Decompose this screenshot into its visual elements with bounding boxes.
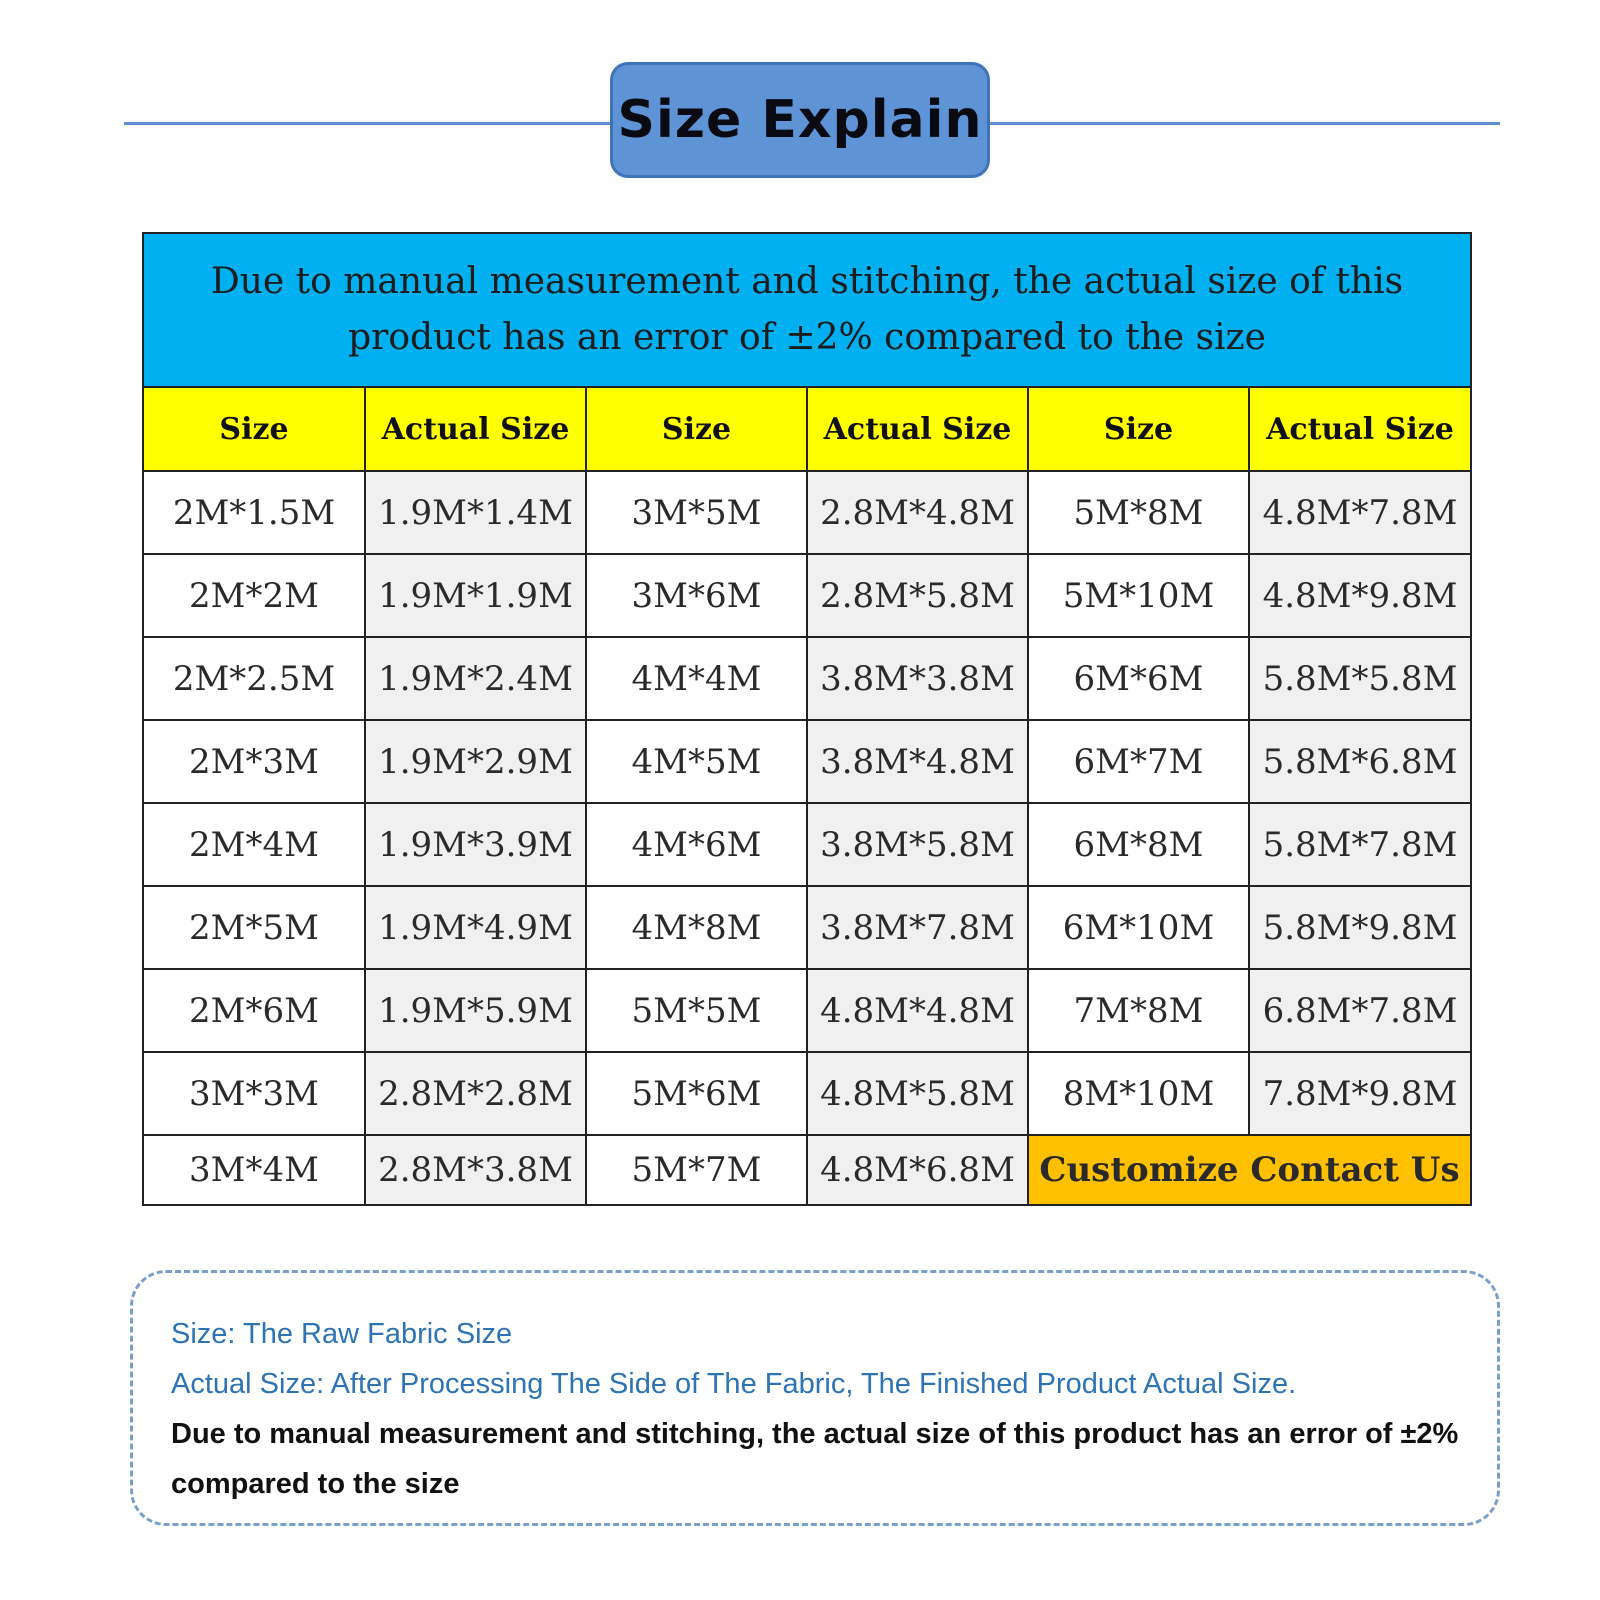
actual-size-cell: 1.9M*4.9M (365, 886, 586, 969)
actual-size-cell: 4.8M*4.8M (807, 969, 1028, 1052)
table-row (144, 637, 1470, 720)
actual-size-cell: 1.9M*5.9M (365, 969, 586, 1052)
actual-size-cell: 2.8M*5.8M (807, 554, 1028, 637)
size-cell: 8M*10M (1028, 1052, 1249, 1135)
size-cell: 3M*5M (586, 471, 807, 554)
actual-size-cell: 5.8M*9.8M (1249, 886, 1470, 969)
size-definition: Size: The Raw Fabric Size (171, 1318, 513, 1350)
header-row (144, 388, 1470, 471)
header-size: Size (144, 388, 365, 471)
size-cell: 4M*8M (586, 886, 807, 969)
size-cell: 5M*7M (586, 1135, 807, 1204)
actual-size-cell: 1.9M*2.4M (365, 637, 586, 720)
measurement-note: Due to manual measurement and stitching, the actual size of this product has an error of ±2% compared to the size (144, 234, 1470, 388)
table-row (144, 1135, 1470, 1204)
size-legend (130, 1270, 1500, 1526)
title-rule-right (990, 122, 1500, 125)
actual-size-cell: 2.8M*4.8M (807, 471, 1028, 554)
actual-size-cell: 2.8M*3.8M (365, 1135, 586, 1204)
actual-size-cell: 3.8M*4.8M (807, 720, 1028, 803)
header-actual-size: Actual Size (1249, 388, 1470, 471)
actual-size-cell: 4.8M*9.8M (1249, 554, 1470, 637)
actual-size-cell: 3.8M*7.8M (807, 886, 1028, 969)
title-banner (610, 62, 990, 178)
header-size: Size (586, 388, 807, 471)
actual-size-cell: 6.8M*7.8M (1249, 969, 1470, 1052)
size-cell: 2M*2M (144, 554, 365, 637)
actual-size-cell: 3.8M*3.8M (807, 637, 1028, 720)
actual-size-cell: 5.8M*5.8M (1249, 637, 1470, 720)
actual-size-cell: 4.8M*6.8M (807, 1135, 1028, 1204)
size-cell: 5M*8M (1028, 471, 1249, 554)
size-chart (142, 232, 1472, 1206)
table-row (144, 886, 1470, 969)
actual-size-cell: 4.8M*5.8M (807, 1052, 1028, 1135)
size-cell: 7M*8M (1028, 969, 1249, 1052)
actual-size-cell: 1.9M*2.9M (365, 720, 586, 803)
table-row (144, 803, 1470, 886)
size-cell: 6M*8M (1028, 803, 1249, 886)
size-cell: 3M*4M (144, 1135, 365, 1204)
table-row (144, 471, 1470, 554)
size-cell: 4M*6M (586, 803, 807, 886)
header-actual-size: Actual Size (807, 388, 1028, 471)
actual-size-cell: 1.9M*1.4M (365, 471, 586, 554)
table-row (144, 554, 1470, 637)
size-cell: 2M*5M (144, 886, 365, 969)
table-row (144, 1052, 1470, 1135)
size-cell: 2M*6M (144, 969, 365, 1052)
size-cell: 5M*5M (586, 969, 807, 1052)
size-cell: 4M*5M (586, 720, 807, 803)
table-row (144, 969, 1470, 1052)
header-size: Size (1028, 388, 1249, 471)
size-table (144, 388, 1470, 1204)
size-cell: 5M*10M (1028, 554, 1249, 637)
size-cell: 2M*1.5M (144, 471, 365, 554)
actual-size-cell: 4.8M*7.8M (1249, 471, 1470, 554)
size-cell: 2M*3M (144, 720, 365, 803)
page-title: Size Explain (617, 90, 983, 150)
size-cell: 4M*4M (586, 637, 807, 720)
error-note: Due to manual measurement and stitching, the actual size of this product has an error of ±2% compared to the size (171, 1418, 1459, 1500)
title-rule-left (124, 122, 610, 125)
actual-size-cell: 5.8M*6.8M (1249, 720, 1470, 803)
actual-size-cell: 3.8M*5.8M (807, 803, 1028, 886)
size-cell: 3M*3M (144, 1052, 365, 1135)
actual-size-cell: 7.8M*9.8M (1249, 1052, 1470, 1135)
actual-size-cell: 1.9M*1.9M (365, 554, 586, 637)
table-row (144, 720, 1470, 803)
header-actual-size: Actual Size (365, 388, 586, 471)
size-cell: 5M*6M (586, 1052, 807, 1135)
actual-size-cell: 2.8M*2.8M (365, 1052, 586, 1135)
size-cell: 2M*4M (144, 803, 365, 886)
size-cell: 2M*2.5M (144, 637, 365, 720)
size-cell: 6M*6M (1028, 637, 1249, 720)
actual-size-cell: 5.8M*7.8M (1249, 803, 1470, 886)
size-cell: 3M*6M (586, 554, 807, 637)
size-cell: 6M*10M (1028, 886, 1249, 969)
customize-contact-us[interactable]: Customize Contact Us (1028, 1135, 1470, 1204)
actual-size-cell: 1.9M*3.9M (365, 803, 586, 886)
size-cell: 6M*7M (1028, 720, 1249, 803)
actual-size-definition: Actual Size: After Processing The Side of The Fabric, The Finished Product Actual Size. (171, 1368, 1297, 1400)
